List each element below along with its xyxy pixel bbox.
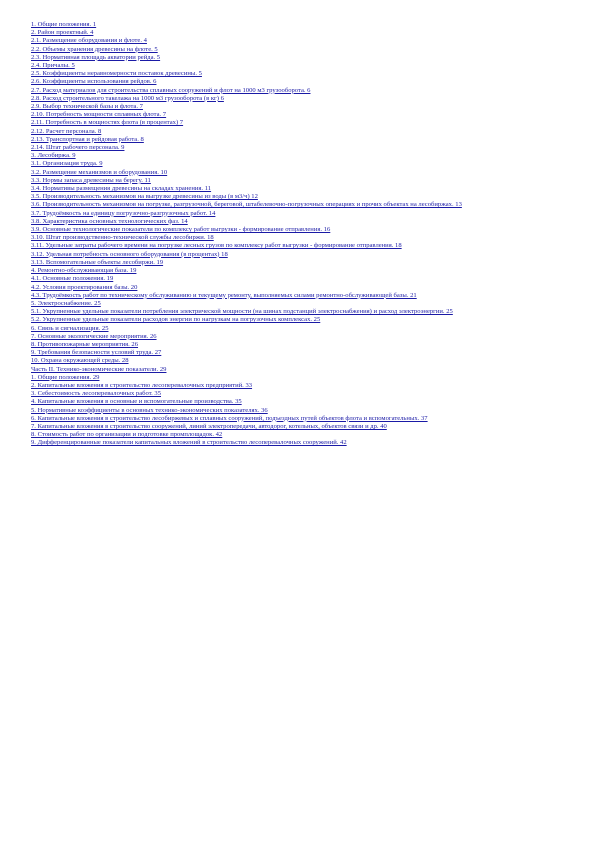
toc-link[interactable]: 2.5. Коэффициенты неравномерности поставок древесины. 5 — [31, 70, 202, 78]
toc-link[interactable]: 2.9. Выбор технической базы и флота. 7 — [31, 103, 143, 111]
toc-link[interactable]: 5. Электроснабжение. 25 — [31, 299, 101, 307]
toc-link[interactable]: 3.12. Удельная потребность основного оборудования (в процентах) 18 — [31, 250, 228, 258]
toc-link[interactable]: 2.6. Коэффициенты использования рейдов. 6 — [31, 78, 157, 86]
toc-link[interactable]: 3.6. Производительность механизмов на погрузке, разгрузочной, береговой, штабелевочно-погрузочных операциях и прочих объектах на лесобиржах. 13 — [31, 201, 462, 209]
toc-link[interactable]: Часть II. Технико-экономические показатели. 29 — [31, 365, 167, 373]
toc-link[interactable]: 4.3. Трудоёмкость работ по техническому обслуживанию и текущему ремонту, выполняемых силами ремонтно-обслуживающей базы. 21 — [31, 291, 417, 299]
toc-link[interactable]: 2.10. Потребность мощности сплавных флота. 7 — [31, 111, 167, 119]
toc-link[interactable]: 4.1. Основные положения. 19 — [31, 275, 114, 283]
toc-link[interactable]: 2.2. Объемы хранения древесины на флоте. 5 — [31, 45, 158, 53]
toc-link[interactable]: 10. Охрана окружающей среды. 28 — [31, 357, 129, 365]
toc-link[interactable]: 4.2. Условия проектирования базы. 20 — [31, 283, 138, 291]
toc-link[interactable]: 2. Район проектный. 4 — [31, 29, 94, 37]
toc-link[interactable]: 7. Капитальные вложения в строительство сооружений, линий электропередачи, автодорог, котельных, объектов связи и др. 40 — [31, 422, 387, 430]
toc-link[interactable]: 2.3. Нормативная площадь акватории рейда. 5 — [31, 53, 161, 61]
toc-link[interactable]: 3.7. Трудоёмкость на единицу погрузочно-разгрузочных работ. 14 — [31, 209, 216, 217]
toc-link[interactable]: 2.11. Потребность в мощностях флота (в процентах) 7 — [31, 119, 184, 127]
toc-link[interactable]: 3.2. Размещение механизмов и оборудования. 10 — [31, 168, 168, 176]
toc-link[interactable]: 2. Капитальные вложения в строительство лесоперевалочных предприятий. 33 — [31, 381, 253, 389]
toc-link[interactable]: 5.2. Укрупненные удельные показатели расходов энергии по нагрузкам на погрузочных комплексах. 25 — [31, 316, 321, 324]
toc-link[interactable]: 2.4. Причалы. 5 — [31, 62, 75, 70]
toc-link[interactable]: 2.12. Расчет персонала. 8 — [31, 127, 102, 135]
toc-link[interactable]: 2.1. Размещение оборудования и флоте. 4 — [31, 37, 147, 45]
toc-link[interactable]: 1. Общие положения. 29 — [31, 373, 100, 381]
toc-link[interactable]: 3. Себестоимость лесоперевалочных работ. 35 — [31, 390, 161, 398]
toc-link[interactable]: 3.13. Вспомогательные объекты лесобиржи. 19 — [31, 258, 164, 266]
toc-link[interactable]: 3.8. Характеристика основных технологических фаз. 14 — [31, 217, 188, 225]
toc-link[interactable]: 2.8. Расход строительного такелажа на 1000 м3 грузооборота (в кг) 6 — [31, 94, 224, 102]
toc-link[interactable]: 9. Требования безопасности условий труда. 27 — [31, 349, 162, 357]
toc-link[interactable]: 3.9. Основные технологические показатели по комплексу работ выгрузки - формирование отправления. 16 — [31, 226, 331, 234]
toc-link[interactable]: 3.5. Производительность механизмов на выгрузке древесины из воды (в м3/ч) 12 — [31, 193, 258, 201]
toc-link[interactable]: 4. Капитальные вложения в основные и вспомогательные производства. 35 — [31, 398, 242, 406]
toc-link[interactable]: 5. Нормативные коэффициенты в основных технико-экономических показателях. 36 — [31, 406, 268, 414]
toc-link[interactable]: 3. Лесобиржа. 9 — [31, 152, 76, 160]
toc-link[interactable]: 2.7. Расход материалов для строительства сплавных сооружений и флот на 1000 м3 грузооборота. 6 — [31, 86, 311, 94]
table-of-contents — [31, 21, 561, 448]
toc-link[interactable]: 1. Общие положения. 1 — [31, 21, 97, 28]
toc-link[interactable]: 2.13. Транспортная и рейдовая работа. 8 — [31, 135, 144, 143]
toc-link[interactable]: 8. Противопожарные мероприятия. 26 — [31, 340, 139, 348]
toc-link[interactable]: 2.14. Штат рабочего персонала. 9 — [31, 144, 125, 152]
toc-link[interactable]: 4. Ремонтно-обслуживающая база. 19 — [31, 267, 137, 275]
toc-link[interactable]: 3.11. Удельные затраты рабочего времени на погрузке лесных грузов по комплексу работ выгрузки - формирование отправления. 18 — [31, 242, 402, 250]
toc-link[interactable]: 9. Дифференцированные показатели капитальных вложений в строительство лесоперевалочных сооружений. 42 — [31, 439, 347, 447]
toc-link[interactable]: 6. Капитальные вложения в строительство лесобиржевых и сплавных сооружений, подъездных путей объектов флота и вспомогательных. 37 — [31, 414, 428, 422]
toc-link[interactable]: 3.3. Нормы запаса древесины на берегу. 11 — [31, 176, 151, 184]
toc-link[interactable]: 7. Основные экологические мероприятия. 26 — [31, 332, 157, 340]
toc-link[interactable]: 6. Связь и сигнализация. 25 — [31, 324, 109, 332]
toc-link[interactable]: 8. Стоимость работ по организации и подготовке промплощадок. 42 — [31, 431, 223, 439]
toc-link[interactable]: 3.4. Нормативы размещения древесины на складах хранения. 11 — [31, 185, 212, 193]
toc-link[interactable]: 3.1. Организация труда. 9 — [31, 160, 103, 168]
toc-link[interactable]: 5.1. Укрупненные удельные показатели потребления электрической мощности (на шинах подстанций электроснабжения) и расход электроэнергии. 25 — [31, 308, 453, 316]
toc-link[interactable]: 3.10. Штат производственно-технической службы лесобиржи. 18 — [31, 234, 214, 242]
